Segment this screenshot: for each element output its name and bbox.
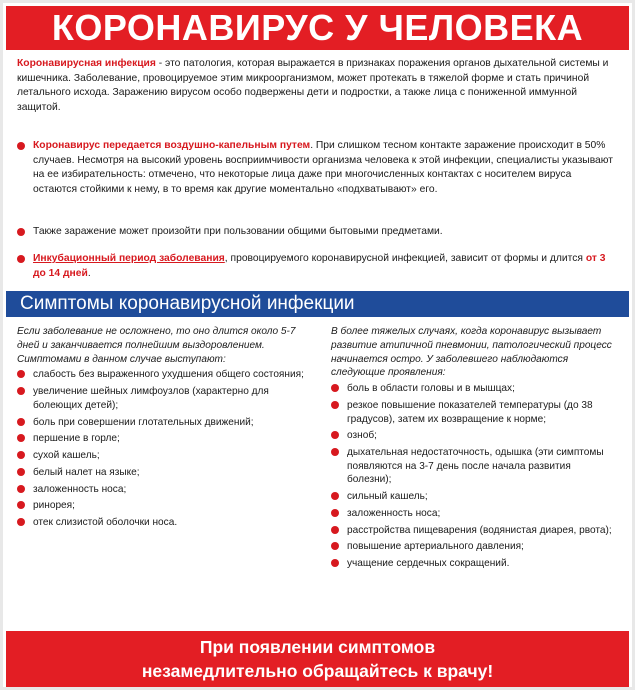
list-item: боль при совершении глотательных движений; [17,416,313,430]
intro-text: - это патология, которая выражается в признаках поражения органов дыхательной системы и кишечника. Заболевание, провоцируемое этим микроорганизмом, может протекать в тяжелой форме и стать причиной летального исхода. Заражению вирусом особо подвержены дети и подростки, а также лица с пониженной иммунной защитой. [17,58,609,113]
severe-symptoms-list [331,382,613,571]
bullet-dot-icon [17,451,25,459]
symptoms-heading: Симптомы коронавирусной инфекции [6,291,629,317]
list-item: резкое повышение показателей температуры (до 38 градусов), затем их возвращение к норме; [331,399,613,426]
list-item: учащение сердечных сокращений. [331,557,613,571]
bullet-dot-icon [17,387,25,395]
list-item: сильный кашель; [331,490,613,504]
bullet-dot-icon [17,501,25,509]
bullet-dot-icon [331,431,339,439]
bullet-dot-icon [17,142,25,150]
list-item: слабость без выраженного ухудшения общего состояния; [17,368,313,382]
transmission-term: Коронавирус передается воздушно-капельным путем [33,140,311,151]
household-text: Также заражение может произойти при пользовании общими бытовыми предметами. [33,226,443,237]
list-item: озноб; [331,429,613,443]
intro-paragraph [17,57,617,115]
transmission-text: . При слишком тесном контакте заражение происходит в 50% случаев. Несмотря на высокий уровень восприимчивости организма человека к этой инфекции, специалисты указывают на ее избирательность: отмечено, что некоторые лица даже при многочисленных контактах с носителем вируса остаются стойкими к нему, в то время как другие моментально «подхватывают» его. [33,140,613,195]
list-item: боль в области головы и в мышцах; [331,382,613,396]
mild-symptoms-column [17,325,313,533]
incubation-block [17,252,613,281]
severe-symptoms-column [331,325,613,574]
incubation-text-2: . [87,267,91,279]
mild-intro: Если заболевание не осложнено, то оно длится около 5-7 дней и заканчивается полнейшим выздоровлением. Симптомами в данном случае выступают: [17,326,296,365]
incubation-text-1: , провоцируемого коронавирусной инфекцией, зависит от формы и длится [224,253,586,264]
household-block [17,225,613,240]
list-item: заложенность носа; [17,483,313,497]
bullet-dot-icon [331,559,339,567]
mild-symptoms-list [17,368,313,529]
bullet-dot-icon [331,401,339,409]
bullet-dot-icon [331,384,339,392]
list-item: отек слизистой оболочки носа. [17,516,313,530]
bullet-dot-icon [17,255,25,263]
incubation-term: Инкубационный период заболевания [33,253,225,264]
bullet-dot-icon [17,228,25,236]
list-item: белый налет на языке; [17,466,313,480]
list-item: расстройства пищеварения (водянистая диарея, рвота); [331,524,613,538]
list-item: ринорея; [17,499,313,513]
transmission-block [17,139,613,197]
list-item: повышение артериального давления; [331,540,613,554]
bullet-dot-icon [17,418,25,426]
bullet-dot-icon [17,518,25,526]
list-item: дыхательная недостаточность, одышка (эти симптомы появляются на 3-7 день после начала развития болезни); [331,446,613,487]
bullet-dot-icon [331,526,339,534]
incubation-highlight: от 3 до 14 дней [33,253,606,279]
intro-term: Коронавирусная инфекция [17,58,156,69]
list-item: першение в горле; [17,432,313,446]
bullet-dot-icon [331,492,339,500]
bullet-dot-icon [331,542,339,550]
list-item: заложенность носа; [331,507,613,521]
bullet-dot-icon [17,485,25,493]
list-item: увеличение шейных лимфоузлов (характерно для болеющих детей); [17,385,313,412]
list-item: сухой кашель; [17,449,313,463]
bullet-dot-icon [331,448,339,456]
cta-line-2: незамедлительно обращайтесь к врачу! [141,661,494,681]
bullet-dot-icon [17,370,25,378]
cta-line-1: При появлении симптомов [199,637,436,657]
bullet-dot-icon [17,468,25,476]
call-to-action-banner [6,631,629,687]
severe-intro: В более тяжелых случаях, когда коронавирус вызывает развитие атипичной пневмонии, патологический процесс начинается остро. У заболевшего наблюдаются следующие проявления: [331,326,612,379]
page-title: КОРОНАВИРУС У ЧЕЛОВЕКА [6,6,629,50]
bullet-dot-icon [331,509,339,517]
bullet-dot-icon [17,434,25,442]
